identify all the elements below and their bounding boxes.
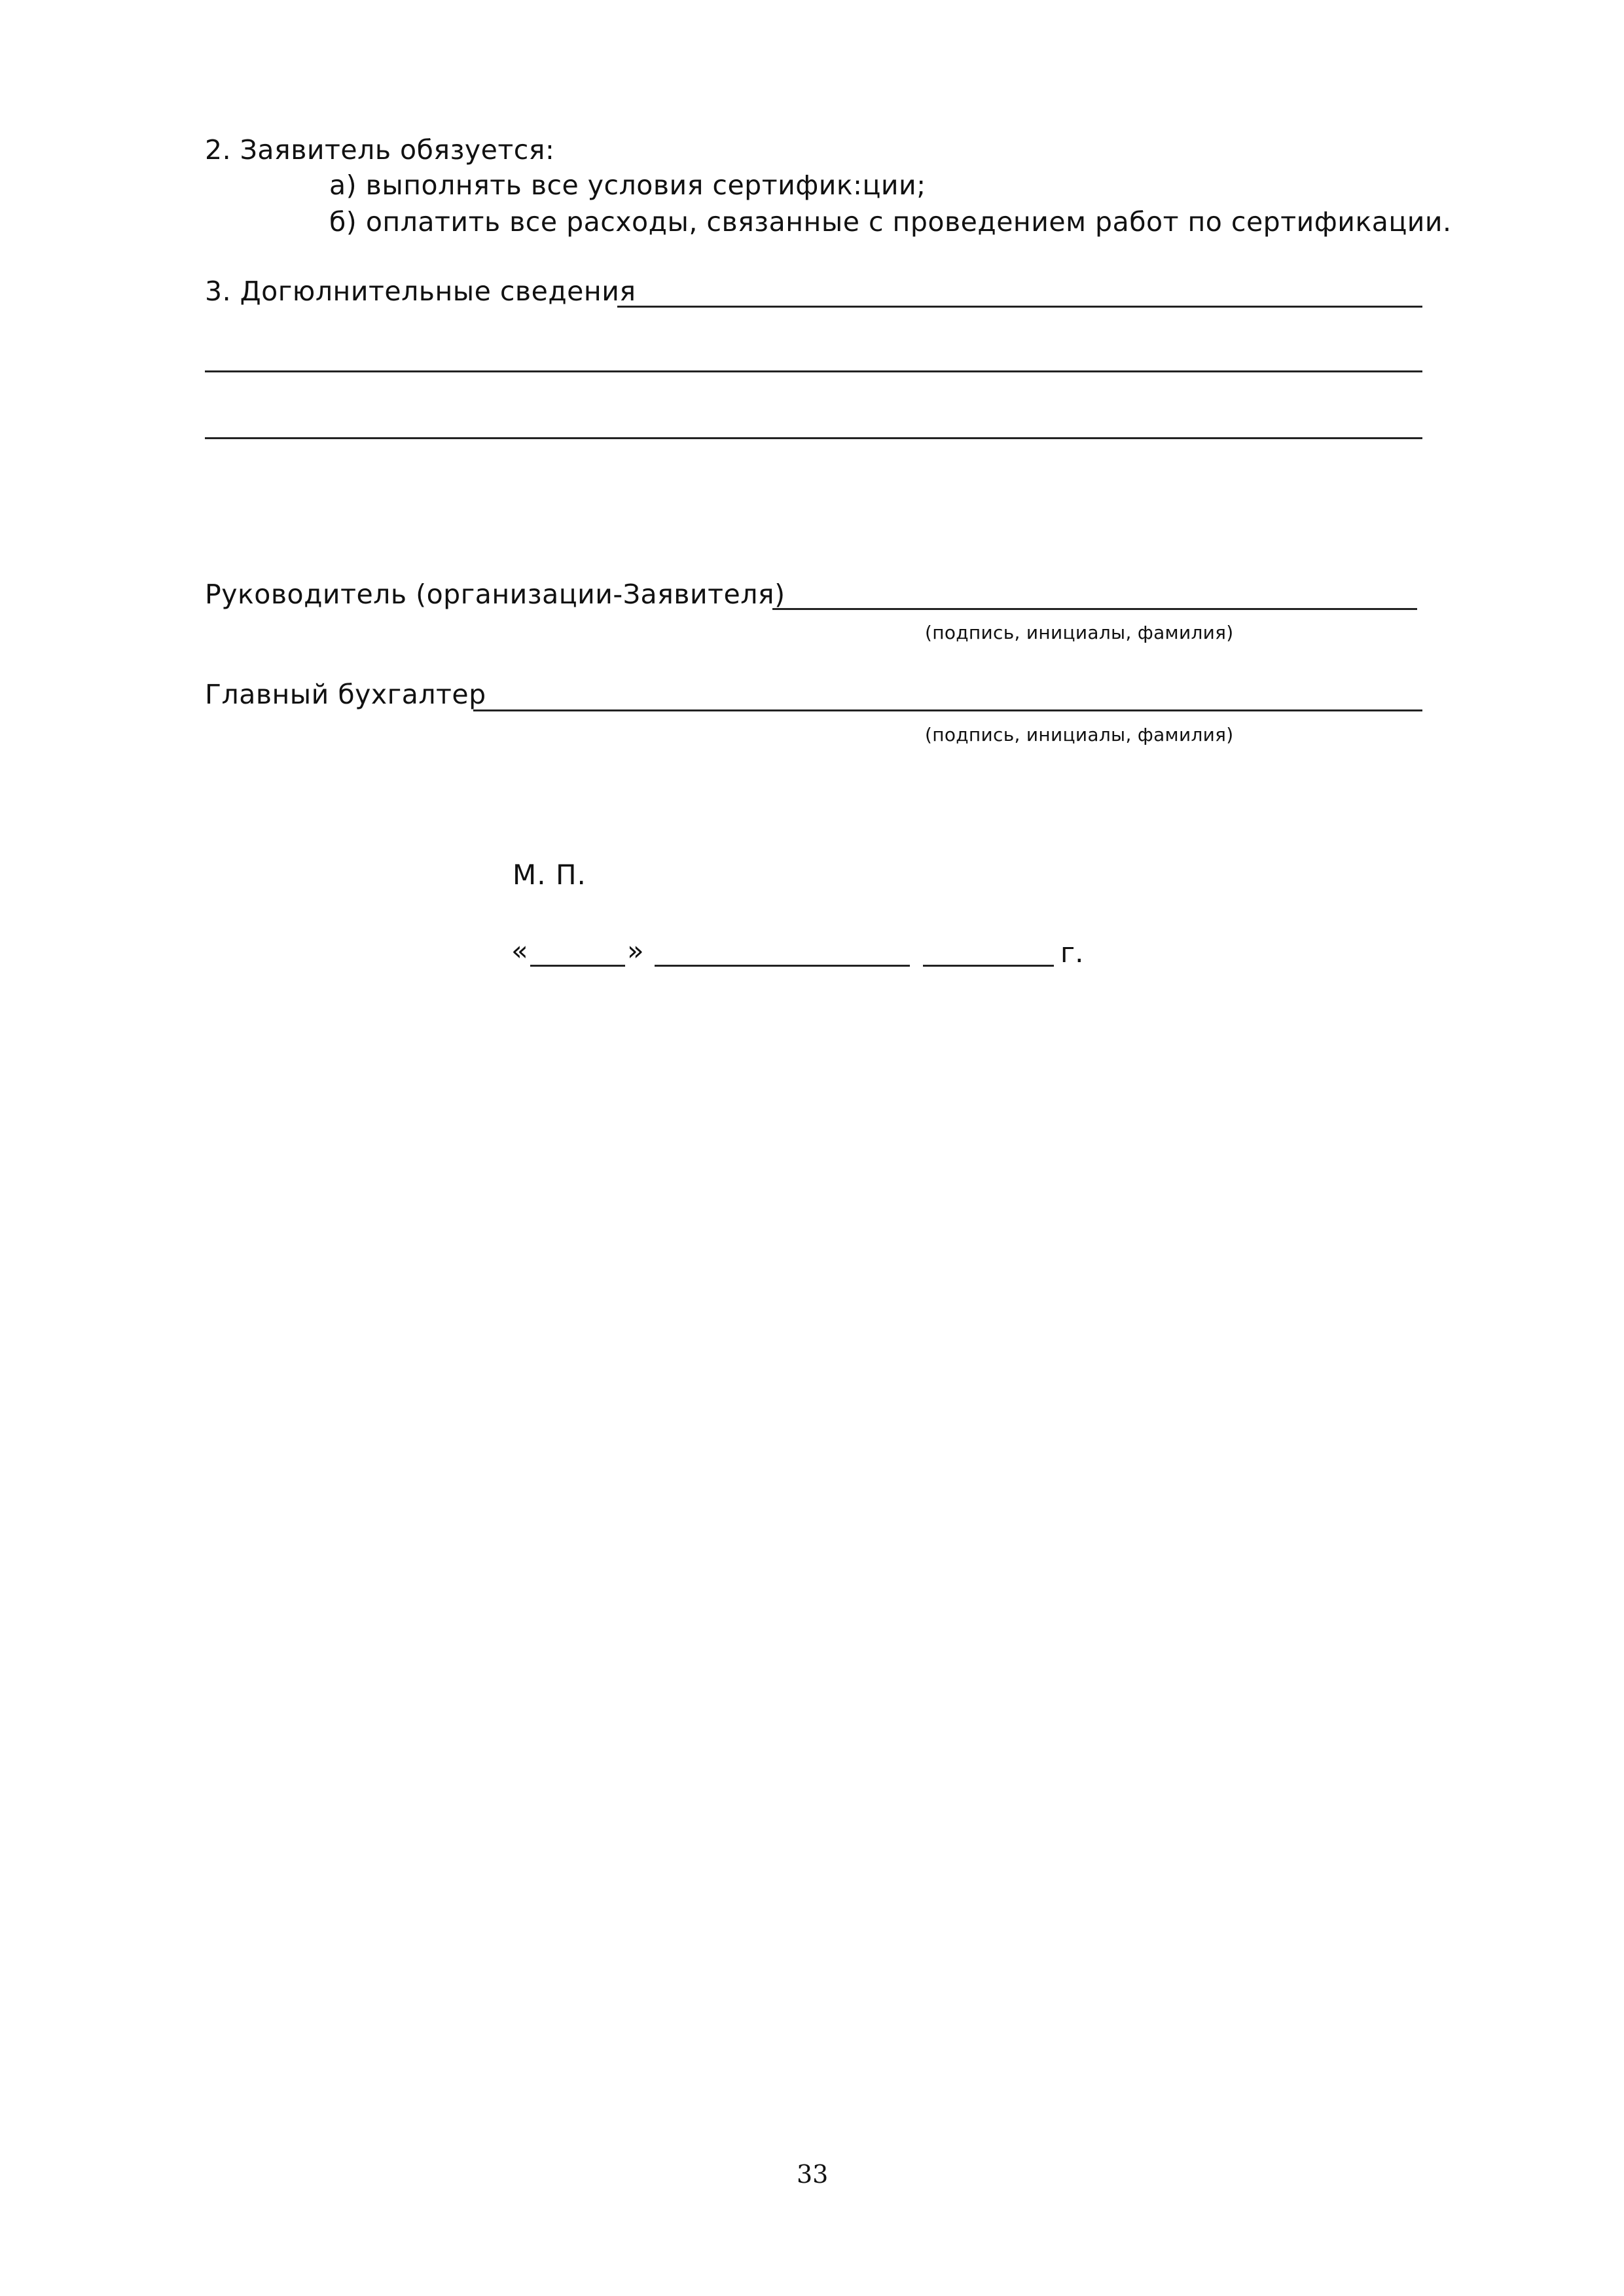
director-label: Руководитель (организации-Заявителя) (205, 579, 785, 610)
date-open-quote: « (511, 935, 528, 967)
date-month-line[interactable] (655, 965, 910, 967)
stamp-place-label: М. П. (513, 859, 586, 891)
page-number: 33 (797, 2160, 829, 2189)
additional-info-line-3[interactable] (205, 437, 1422, 439)
additional-info-line-2[interactable] (205, 370, 1422, 372)
director-signature-line[interactable] (772, 608, 1417, 610)
date-day-line[interactable] (530, 965, 625, 967)
accountant-signature-line[interactable] (473, 709, 1422, 711)
accountant-label: Главный бухгалтер (205, 679, 486, 710)
section-2-heading: 2. Заявитель обязуется: (205, 134, 555, 166)
date-close-quote: » (627, 935, 644, 967)
accountant-signature-hint: (подпись, инициалы, фамилия) (925, 724, 1234, 745)
director-signature-hint: (подпись, инициалы, фамилия) (925, 622, 1234, 643)
date-year-suffix: г. (1060, 937, 1084, 969)
date-year-line[interactable] (923, 965, 1054, 967)
section-3-label: 3. Догюлнительные сведения (205, 276, 636, 307)
additional-info-line-1[interactable] (617, 306, 1422, 308)
section-2-item-b: б) оплатить все расходы, связанные с проведением работ по сертификации. (329, 206, 1452, 238)
section-2-item-a: а) выполнять все условия сертифик:ции; (329, 170, 926, 201)
